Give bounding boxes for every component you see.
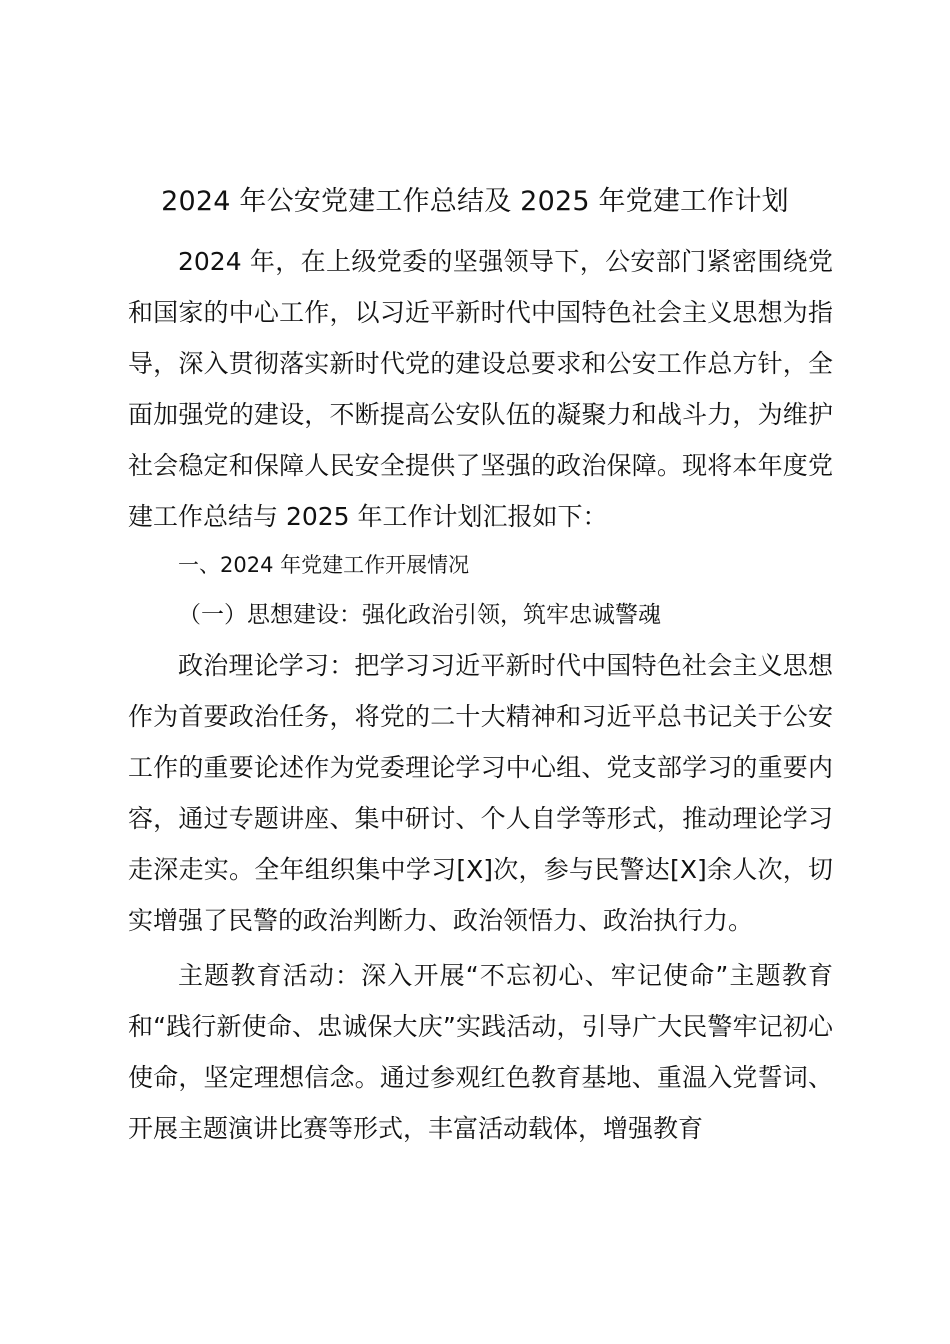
intro-paragraph: 2024 年，在上级党委的坚强领导下，公安部门紧密围绕党和国家的中心工作，以习近平新时代中国特色社会主义思想为指导，深入贯彻落实新时代党的建设总要求和公安工作总方针，全面加强党的建设，不断提高公安队伍的凝聚力和战斗力，为维护社会稳定和保障人民安全提供了坚强的政治保障。现将本年度党建工作总结与 2025 年工作计划汇报如下： (128, 247, 833, 531)
document-title: 2024 年公安党建工作总结及 2025 年党建工作计划 (161, 186, 789, 217)
section-heading: 一、2024 年党建工作开展情况 (178, 553, 470, 577)
theme-education-paragraph: 主题教育活动：深入开展“不忘初心、牢记使命”主题教育和“践行新使命、忠诚保大庆”实践活动，引导广大民警牢记初心使命，坚定理想信念。通过参观红色教育基地、重温入党誓词、开展主题演讲比赛等形式，丰富活动载体，增强教育 (128, 961, 833, 1143)
subsection-heading: （一）思想建设：强化政治引领，筑牢忠诚警魂 (178, 602, 661, 628)
theory-study-paragraph: 政治理论学习：把学习习近平新时代中国特色社会主义思想作为首要政治任务，将党的二十大精神和习近平总书记关于公安工作的重要论述作为党委理论学习中心组、党支部学习的重要内容，通过专题讲座、集中研讨、个人自学等形式，推动理论学习走深走实。全年组织集中学习[X]次，参与民警达[X]余人次，切实增强了民警的政治判断力、政治领悟力、政治执行力。 (128, 651, 833, 935)
document-body (128, 236, 833, 1154)
